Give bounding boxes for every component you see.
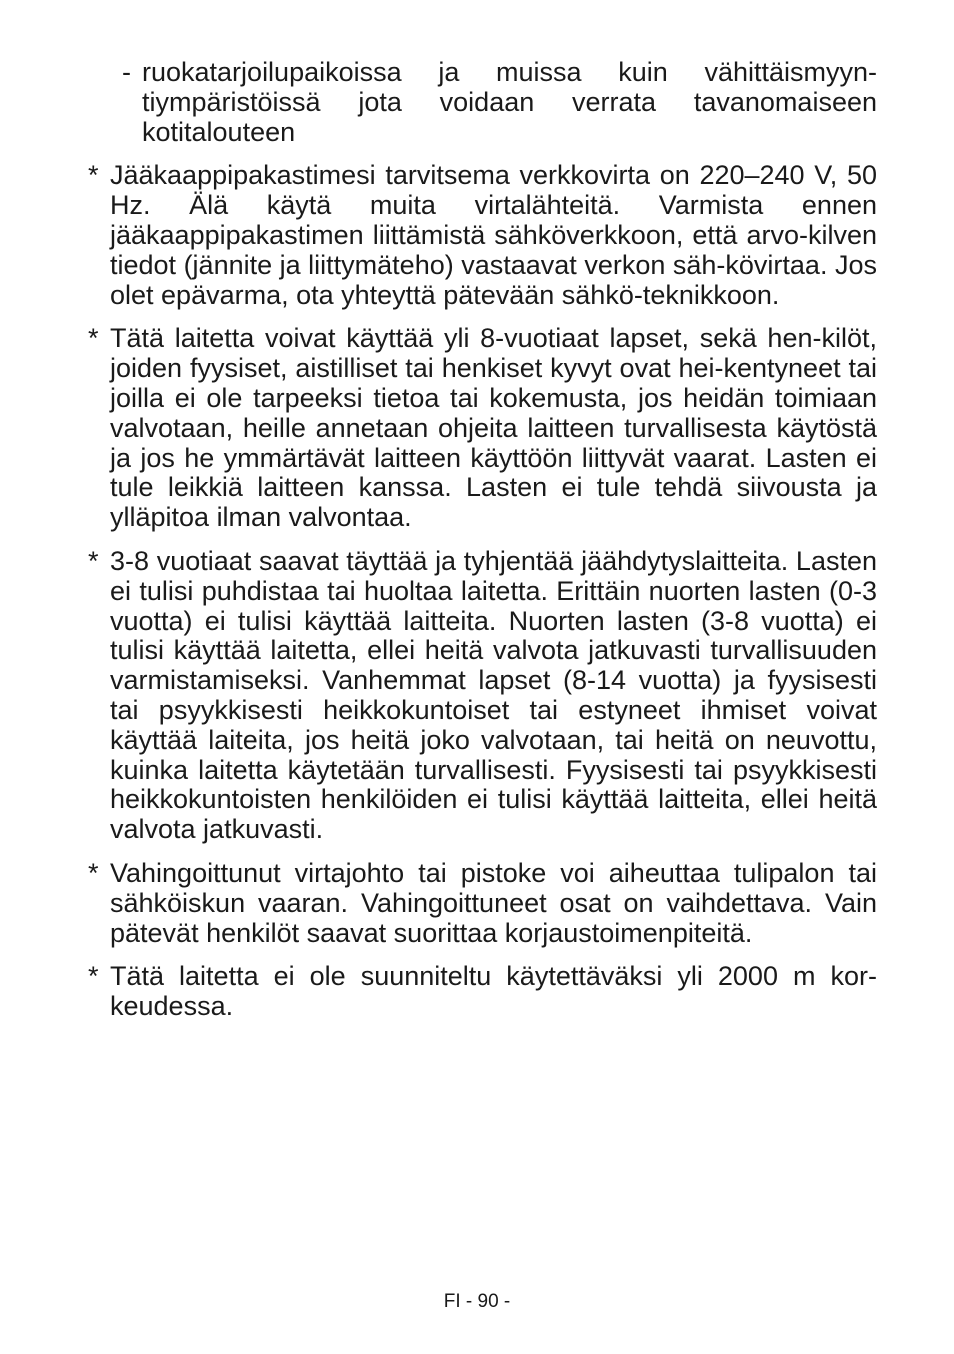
asterisk-bullet: * (88, 323, 99, 354)
list-item-altitude (88, 962, 877, 1022)
asterisk-bullet: * (88, 160, 99, 191)
list-item-text: Vahingoittunut virtajohto tai pistoke voi aiheuttaa tulipalon tai sähköiskun vaaran. Vahingoittuneet osat on vaihdettava. Vain pätevät henkilöt saavat suorittaa korjaustoimenpiteitä. (110, 857, 877, 948)
document-body (88, 58, 877, 1036)
list-item-power-supply (88, 161, 877, 310)
page-number: FI - 90 - (443, 1291, 511, 1312)
list-item-age-groups (88, 547, 877, 845)
list-item-text: Tätä laitetta voivat käyttää yli 8-vuotiaat lapset, sekä hen-kilöt, joiden fyysiset, aistilliset tai henkiset kyvyt ovat hei-kentyneet tai joilla ei ole tarpeeksi tietoa tai kokemusta, jos heidän toimiaan valvotaan, heille annetaan ohjeita laitteen turvallisesta käytöstä ja jos he ymmärtävät laitteen käyttöön liittyvät vaarat. Lasten ei tule leikkiä laitteen kanssa. Lasten ei tule tehdä siivousta ja ylläpitoa ilman valvontaa. (110, 323, 877, 533)
asterisk-bullet: * (88, 545, 99, 576)
list-item-text: ruokatarjoilupaikoissa ja muissa kuin vähittäismyyn-tiympäristöissä jota voidaan verrata tavanomaiseen kotitalouteen (142, 57, 877, 147)
list-item-children-usage (88, 324, 877, 533)
list-item-damaged-cord (88, 859, 877, 948)
list-item-restaurant (122, 58, 877, 147)
dash-bullet: - (122, 57, 131, 87)
list-item-text: Tätä laitetta ei ole suunniteltu käytettäväksi yli 2000 m kor-keudessa. (110, 961, 877, 1022)
asterisk-bullet: * (88, 961, 99, 992)
asterisk-bullet: * (88, 857, 99, 888)
list-item-text: 3-8 vuotiaat saavat täyttää ja tyhjentää jäähdytyslaitteita. Lasten ei tulisi puhdistaa tai huoltaa laitetta. Erittäin nuorten lasten (0-3 vuotta) ei tulisi käyttää laitteita. Nuorten lasten (3-8 vuotta) ei tulisi käyttää laitetta, ellei heitä valvota jatkuvasti turvallisuuden varmistamiseksi. Vanhemmat lapset (8-14 vuotta) ja fyysisesti tai psyykkisesti heikkokuntoiset tai estyneet ihmiset voivat käyttää laiteita, jos heitä joko valvotaan, tai heitä on neuvottu, kuinka laitetta käytetään turvallisesti. Fyysisesti tai psyykkisesti heikkokuntoisten henkilöiden ei tulisi käyttää laitteita, ellei heitä valvota jatkuvasti. (110, 545, 877, 845)
list-item-text: Jääkaappipakastimesi tarvitsema verkkovirta on 220–240 V, 50 Hz. Älä käytä muita virtalähteitä. Varmista ennen jääkaappipakastimen liittämistä sähköverkkoon, että arvo-kilven tiedot (jännite ja liittymäteho) vastaavat verkon säh-kövirtaa. Jos olet epävarma, ota yhteyttä pätevään sähkö-teknikkoon. (110, 160, 877, 310)
